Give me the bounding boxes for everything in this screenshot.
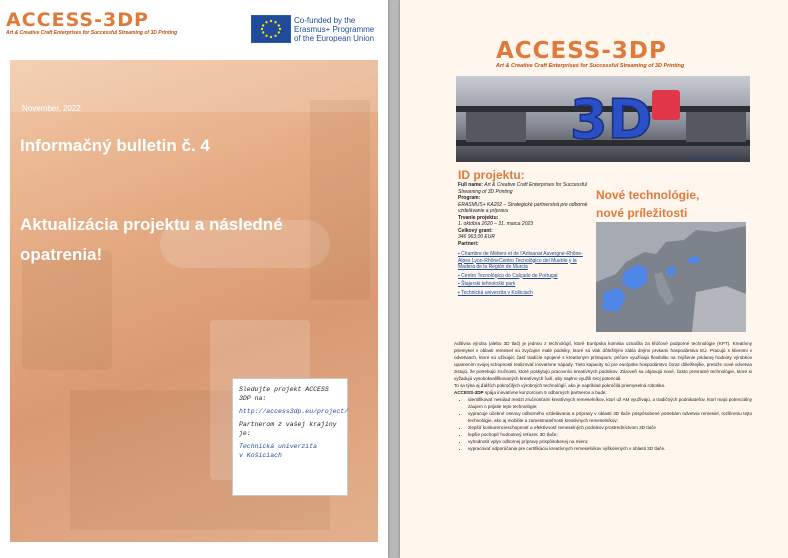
- partner-name-line2[interactable]: v Košiciach: [239, 452, 282, 459]
- content-page: [400, 0, 788, 558]
- 3d-printer-banner-image: [456, 76, 750, 162]
- objective-item: • lepšie pochopiť hodnotový reťazec 3D tlače;: [468, 431, 752, 438]
- objective-item: • identifikovať nesúlad medzi zručnosťami kreatívnych remeselníkov, ktorí už AM využívajú, a tradičných podnikateľov, ktorí majú potenciálny záujem o prijatie tejto technológie;: [468, 396, 752, 410]
- program-label: Program:: [458, 195, 481, 201]
- logo-tagline: Art & Creative Craft Enterprises for Successful Streaming of 3D Printing: [496, 63, 685, 69]
- bulletin-date: November, 2022: [22, 104, 81, 113]
- article-paragraph-2: To sa týka aj ďalších pokročilých výrobných technológií, ako je napríklad pokročilá priemyselná robotika.: [454, 383, 666, 388]
- objective-item: • zlepšiť konkurencieschopnosť a efektívnosť remeselných podnikov prostredníctvom 3D tlače: [468, 424, 752, 431]
- project-info-box: [232, 378, 348, 496]
- access3dp-logo: [6, 9, 177, 36]
- bulletin-subtitle: Aktualizácia projektu a následné opatrenia!: [20, 215, 283, 264]
- bulletin-title: Informačný bulletin č. 4: [20, 136, 210, 155]
- follow-text: Sledujte projekt ACCESS 3DP na:: [239, 386, 329, 402]
- grant-value: 346 963,00 EUR: [458, 234, 495, 240]
- duration-value: 1. októbra 2020 – 31. marca 2023: [458, 221, 534, 227]
- duration-label: Trvanie projektu:: [458, 214, 499, 221]
- consortium-lead: ACCESS-3DP: [454, 390, 484, 395]
- europe-partner-map: [596, 222, 746, 332]
- logo-tagline: Art & Creative Craft Enterprises for Successful Streaming of 3D Printing: [6, 30, 178, 36]
- news-heading-line2: nové príležitosti: [596, 206, 688, 220]
- objective-item: • vyhodnotiť vplyv odbornej prípravy prispôsobenej na mieru;: [468, 438, 752, 445]
- image-credit-link[interactable]: https://mycraftdesignt.com: [686, 155, 739, 160]
- full-name-label: Full name:: [458, 182, 484, 188]
- cover-page: [0, 0, 388, 558]
- partner-link[interactable]: ▪ Chambre de Métiers et de l'Artisanat Auvergne-Rhône-Alpes Lyon-RhôneCentro Tecnológico del Mueble y la Madera de la Región de Murcia: [458, 251, 590, 271]
- partners-label: Partneri:: [458, 240, 479, 247]
- news-heading-line1: Nové technológie,: [596, 188, 700, 202]
- partner-link[interactable]: ▪ Centro Tecnológico do Calçado de Portugal: [458, 273, 590, 280]
- program-value: ERASMUS+ KA202 – Strategické partnerstvá pre odborné vzdelávanie a prípravu: [458, 201, 588, 214]
- consortium-intro: [454, 389, 752, 396]
- project-id-heading: ID projektu:: [458, 168, 525, 182]
- objective-item: • vypracovať odporúčania pre certifikáciu kreatívnych remeselníkov výškolených v oblasti 3D tlače.: [468, 445, 752, 452]
- full-name-value: Art & Creative Craft Enterprises for Successful Streaming of 3D Printing: [458, 182, 588, 195]
- partner-link[interactable]: ▪ Štajerski tehnološki park: [458, 281, 590, 288]
- access3dp-logo: [496, 38, 684, 69]
- news-heading: [596, 186, 699, 222]
- article-paragraph-1: Aditívna výroba (alebo 3D tlač) je jednou z technológií, ktoré Európska komisia označila za kľúčové podporné technológie (KPT). Kreatívny priemysel v oblasti remesiel sú zvyčajne malé podniky, ktoré sú vlak dôležitými zákla dnými prvkami hospodárstva EÚ. Pracujú s klientmi v odvetviach, ktoré sú užívajúc časť tradície spojené s kreatívnym prístupom, pričom využívajú flexibilitu na zvýšenie pridanej hodnoty výrobkov upatnením svojej schopnosti realizovať inovatívne nápady. Tieto kapacity sú pre európske hospodárstvo čoraz dôležitejšie, pretože nové odvetvia zistujú, že potrebujú zručnosti, ktoré poskytujú pracovníci kreatívnych podnikov. Zároveň sa objavujú nové, často prevratné technológie, ktoré si vyžadujú vysokokvalifikovaných kreatívnych ľudí, aby naplno využili svoj potenciál.: [454, 341, 752, 381]
- eu-cofunded-text: Co-funded by the Erasmus+ Programme of the European Union: [294, 16, 375, 43]
- partner-list: [458, 251, 590, 296]
- partner-country-text: Partnerom z vašej krajiny je:: [239, 421, 337, 437]
- 3d-block-letters-icon: [568, 86, 654, 148]
- logo-wordmark: ACCESS-3DP: [6, 9, 149, 31]
- grant-label: Celkový grant:: [458, 227, 493, 234]
- logo-wordmark: ACCESS-3DP: [496, 38, 667, 64]
- project-link[interactable]: http://access3dp.eu/project/: [239, 408, 349, 415]
- eu-flag-icon: [251, 15, 291, 43]
- consortium-text: spája inovatívne konzorcium 5 odborných partnerov a bude:: [483, 390, 607, 395]
- article-body: [454, 340, 752, 452]
- objective-item: • vypracuje učebné osnovy odborného vzdelávania a prípravy v oblasti 3D tlače prispôsobené potrebám odvetvia remesiel, rozšíreniu tejto technológie, ako aj mobilite a zamestnateľnosti kreatívnych remeselníkov;: [468, 410, 752, 424]
- project-details: [458, 182, 590, 298]
- partner-name-line1[interactable]: Technická univerzita: [239, 443, 318, 450]
- partner-link[interactable]: ▪ Technická univerzita v Košiciach: [458, 290, 590, 297]
- eu-cofunded-badge: [248, 10, 376, 46]
- banner-3d-text: 3D: [570, 88, 653, 148]
- red-print-part: [652, 90, 680, 120]
- objectives-list: [454, 396, 752, 452]
